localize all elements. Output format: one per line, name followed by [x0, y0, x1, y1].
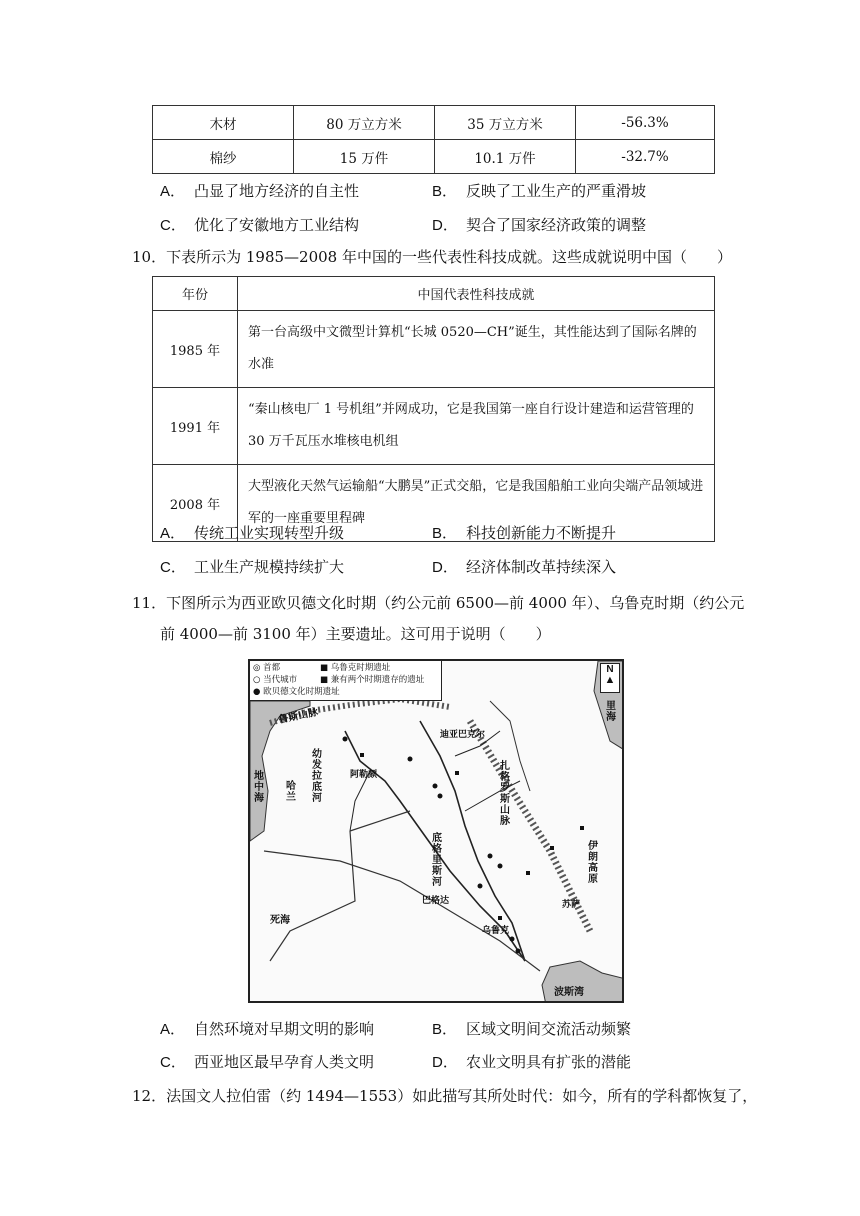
year-cell: 1985 年: [153, 311, 238, 388]
legend-item: ■ 兼有两个时期遗存的遗址: [320, 675, 425, 685]
legend-item: ● 欧贝德文化时期遗址: [253, 687, 340, 697]
table-row: [153, 311, 715, 388]
label-euphrates: 幼发拉底河: [312, 749, 322, 804]
production-table: [152, 105, 715, 174]
label-taurus: 鲁斯山脉: [277, 706, 320, 726]
q10-option-b: B． 科技创新能力不断提升: [432, 524, 617, 542]
q11-stem-line2: 前 4000—前 3100 年）主要遗址。这可用于说明（ ）: [160, 625, 551, 643]
label-mediterranean: 地中海: [254, 771, 264, 804]
label-iran-plateau: 伊朗高原: [588, 841, 598, 885]
achievement-cell: 大型液化天然气运输船“大鹏昊”正式交船，它是我国船舶工业向尖端产品领域进军的一座重要里程碑: [238, 465, 715, 542]
north-arrow-icon: N ▲: [600, 663, 620, 693]
q10-option-d: D． 经济体制改革持续深入: [432, 558, 617, 576]
label-kermanshah: 苏萨: [562, 900, 581, 910]
table-cell: 80 万立方米: [294, 106, 435, 140]
table-cell: 木材: [153, 106, 294, 140]
q12-stem: 12．法国文人拉伯雷（约 1494—1553）如此描写其所处时代：如今，所有的学科都恢复了，: [132, 1087, 758, 1105]
q10-stem: 10．下表所示为 1985—2008 年中国的一些代表性科技成就。这些成就说明中国（ ）: [132, 248, 732, 266]
table-cell: -56.3%: [576, 106, 715, 140]
table-header-row: [153, 277, 715, 311]
header-achievement: 中国代表性科技成就: [238, 277, 715, 311]
q9-option-b: B． 反映了工业生产的严重滑坡: [432, 182, 647, 200]
label-caspian: 里海: [606, 701, 616, 723]
achievement-cell: 第一台高级中文微型计算机“长城 0520—CH”诞生，其性能达到了国际名牌的水准: [238, 311, 715, 388]
q9-option-d: D． 契合了国家经济政策的调整: [432, 216, 647, 234]
achievement-table: [152, 276, 715, 542]
q11-option-a: A． 自然环境对早期文明的影响: [160, 1020, 375, 1038]
table-row: [153, 388, 715, 465]
label-dead-sea: 死海: [270, 915, 290, 926]
year-cell: 1991 年: [153, 388, 238, 465]
q11-option-d: D． 农业文明具有扩张的潜能: [432, 1053, 632, 1071]
table-cell: 10.1 万件: [435, 140, 576, 174]
q11-option-c: C． 西亚地区最早孕育人类文明: [160, 1053, 375, 1071]
table-row: [153, 140, 715, 174]
achievement-cell: “秦山核电厂 1 号机组”并网成功，它是我国第一座自行设计建造和运营管理的 30 万千瓦压水堆核电机组: [238, 388, 715, 465]
q11-option-b: B． 区域文明间交流活动频繁: [432, 1020, 632, 1038]
label-tigris: 底格里斯河: [432, 833, 442, 888]
legend-item: ○ 当代城市: [253, 675, 298, 685]
table-cell: 15 万件: [294, 140, 435, 174]
legend-item: ◎ 首都: [253, 663, 281, 673]
label-uruk: 乌鲁克: [482, 926, 510, 936]
table-cell: 棉纱: [153, 140, 294, 174]
header-year: 年份: [153, 277, 238, 311]
q11-stem-line1: 11．下图所示为西亚欧贝德文化时期（约公元前 6500—前 4000 年）、乌鲁克时期（约公元: [132, 594, 745, 612]
label-harran: 哈兰: [286, 781, 296, 803]
q9-option-a: A． 凸显了地方经济的自主性: [160, 182, 360, 200]
q10-option-c: C． 工业生产规模持续扩大: [160, 558, 345, 576]
west-asia-site-map: [248, 659, 624, 1003]
q10-option-a: A． 传统工业实现转型升级: [160, 524, 345, 542]
map-legend: [250, 661, 442, 701]
label-diyarbakir: 迪亚巴克尔: [440, 730, 486, 740]
legend-item: ■ 乌鲁克时期遗址: [320, 663, 391, 673]
table-cell: -32.7%: [576, 140, 715, 174]
label-zagros: 扎格罗斯山脉: [500, 761, 510, 827]
label-persian-gulf: 波斯湾: [554, 987, 584, 998]
year-cell: 2008 年: [153, 465, 238, 542]
q9-option-c: C． 优化了安徽地方工业结构: [160, 216, 360, 234]
label-aleppo: 阿勒颇: [350, 770, 378, 780]
table-row: [153, 106, 715, 140]
table-cell: 35 万立方米: [435, 106, 576, 140]
label-baghdad: 巴格达: [422, 896, 450, 906]
